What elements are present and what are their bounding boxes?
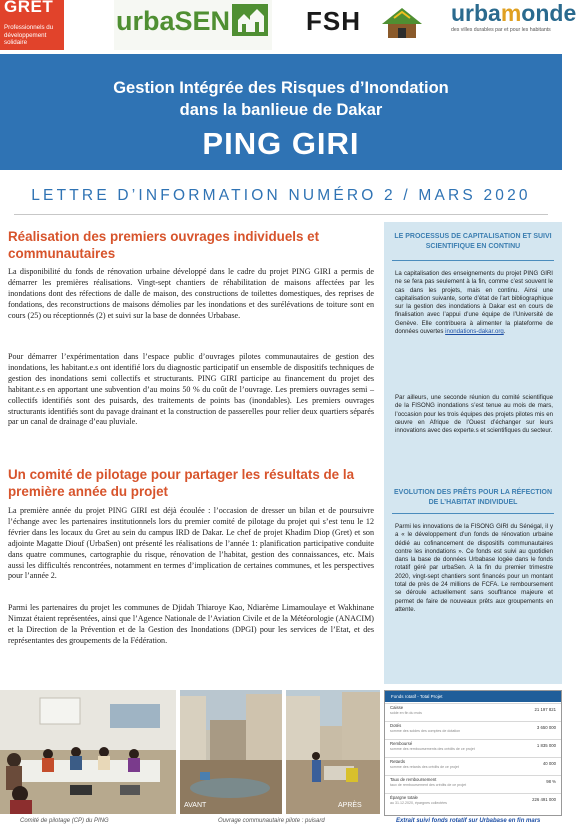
photo-caption: Ouvrage communautaire pilote : puisard	[218, 818, 325, 824]
table-row-label: Caisse	[390, 705, 404, 710]
table-header: Fonds rotatif - Total Projet	[385, 691, 561, 702]
urbamonde-name-part: onde	[521, 0, 576, 26]
table-row-value: 98 %	[546, 779, 556, 784]
project-title: PING GIRI	[202, 126, 360, 161]
table-row-value: 21 197 821	[534, 707, 556, 712]
table-row-sublabel: solde en fin du mois	[390, 711, 422, 715]
table-row-value: 1 835 000	[536, 743, 556, 748]
divider	[392, 260, 554, 261]
table-row	[385, 703, 561, 718]
urbamonde-logo-name	[451, 0, 576, 27]
urbamonde-name-part: m	[500, 0, 522, 26]
table-row	[385, 739, 561, 754]
hut-icon	[380, 4, 424, 40]
photo-caption: Comité de pilotage (CP) du PING	[20, 818, 109, 824]
issue-header	[0, 170, 562, 218]
table-row-label: Épargne totale	[390, 795, 418, 800]
section-paragraph: La disponibilité du fonds de rénovation urbaine développé dans le cadre du projet PING GIRI a permis de démarrer les premières réalisations. Vingt-sept chantiers de réhabilitation de maisons affectées par les inondations dont des réfections de dalle de maison, des constructions de toilettes domestiques, des reprises de fondations, des reconstructions de maisons démolies par les inondations et des surélévations de toiture sont en cours (25) ou réceptionnés (2) et suivi sur la base de données Urbabase.	[8, 267, 374, 320]
table-caption: Extrait suivi fonds rotatif sur Urbabase en fin mars	[396, 818, 541, 824]
after-photo	[286, 690, 380, 814]
table-row-sublabel: somme des remboursements des crédits de ce projet	[390, 747, 475, 751]
gret-logo	[0, 0, 64, 50]
table-row	[385, 793, 561, 808]
urbamonde-name-part: urba	[451, 0, 501, 26]
table-row-label: Taux de remboursement	[390, 777, 437, 782]
sidebar-paragraph-text: .	[503, 328, 506, 336]
banner-subtitle-line: dans la banlieue de Dakar	[179, 101, 383, 119]
table-row	[385, 721, 561, 736]
revolving-fund-table	[384, 690, 562, 816]
table-row-sublabel: taux de remboursement des crédits de ce projet	[390, 783, 467, 787]
urbamonde-logo-tagline: des villes durables par et pour les habitants	[451, 27, 551, 33]
sidebar	[384, 222, 562, 684]
table-row-value: 40 000	[542, 761, 556, 766]
divider	[14, 214, 548, 215]
puisard-before-image	[180, 690, 282, 814]
divider	[392, 513, 554, 514]
title-banner	[0, 54, 562, 170]
table-row	[385, 757, 561, 772]
table-row-sublabel: au 31.12.2020, épargnes collectées	[390, 801, 447, 805]
after-label: APRÈS	[338, 802, 362, 809]
banner-subtitle-line: Gestion Intégrée des Risques d’Inondation	[113, 79, 449, 97]
gret-tagline-line: développement	[4, 31, 47, 39]
fsh-logo	[300, 0, 428, 50]
gret-tagline-line: solidaire	[4, 39, 28, 46]
section-paragraph: La première année du projet PING GIRI est déjà écoulée : l’occasion de dresser un bilan et de poursuivre l’échange avec les partenaires institutionnels lors du premier comité de pilotage du projet qui s’est tenu le 12 février dans les locaux du Gret au sein du campus IRD de Dakar. Le chef de projet Khadim Diop (Gret) et son adjointe Magatte Diouf (UrbaSen) ont présenté les réalisations de l’année 1: planification participative conduite dans quatre communes, cartographie du risque, rénovation de l’habitat, gestion des connaissances, etc. Mais aussi les difficultés rencontrées, notamment en termes d’implication de certaines communes, et les perspectives pour l’année 2.	[8, 506, 374, 581]
sidebar-paragraph	[395, 270, 553, 336]
before-label: AVANT	[184, 802, 207, 809]
issue-label: LETTRE D’INFORMATION NUMÉRO 2 / MARS 2020	[31, 187, 531, 204]
meeting-room-image	[0, 690, 176, 814]
sidebar-box-title: LE PROCESSUS DE CAPITALISATION ET SUIVI SCIENTIFIQUE EN CONTINU	[394, 233, 552, 250]
table-row-value: 3 650 000	[536, 725, 556, 730]
sidebar-paragraph: Par ailleurs, une seconde réunion du comité scientifique de la FISONG inondations s’est tenue au mois de mars, l’occasion pour les trois équipes des projets pilotes mis en œuvre en Afrique de l’Ouest d’échanger sur leurs innovations avec des experte.s et scientifiques du secteur.	[395, 394, 553, 435]
urbasen-logo	[114, 0, 272, 50]
before-photo	[180, 690, 282, 814]
partner-logo-bar	[0, 0, 576, 54]
gret-logo-tagline	[4, 24, 53, 47]
urbamonde-logo	[449, 0, 576, 50]
urbasen-logo-name: urbaSEN	[116, 6, 231, 36]
steering-committee-photo	[0, 690, 176, 814]
section-title: Un comité de pilotage pour partager les résultats de la première année du projet	[8, 467, 355, 499]
sidebar-paragraph-text: La capitalisation des enseignements du projet PING GIRI ne se fera pas seulement à la fin, comme c’est souvent le cas dans les projets, mais en continu. Ainsi une capitalisation suivante, sorte d’état de l’art bibliographique sur la gestion des inondations à Dakar est en cours de finalisation avec l’appui d’une équipe de l’Université de Genève. Elle contribuera à alimenter la plateforme de données ouvertes	[395, 270, 553, 336]
gret-tagline-line: Professionnels du	[4, 24, 54, 31]
table-row-sublabel: somme des soldes des comptes de dotation	[390, 729, 461, 733]
houses-icon	[230, 2, 270, 38]
puisard-after-image	[286, 690, 380, 814]
table-row-value: 226 491 000	[532, 797, 556, 802]
data-platform-link[interactable]: inondations-dakar.org	[445, 328, 504, 336]
table-row-label: Remboursé	[390, 741, 413, 746]
sidebar-box-title: EVOLUTION DES PRÊTS POUR LA RÉFECTION DE L’HABITAT INDIVIDUEL	[393, 489, 553, 506]
fsh-logo-name: FSH	[306, 6, 361, 36]
gret-logo-name: GRET	[4, 0, 54, 16]
section-paragraph: Pour démarrer l’expérimentation dans l’espace public d’ouvrages pilotes communautaires de gestion des inondations, les habitant.e.s ont identifié lors du diagnostic participatif un ensemble de dispositifs techniques de gestion des inondations semi collectifs et structurants. PING GIRI participe au financement du projet des habitant.e.s en apportant une subvention d’au moins 50 % du coût de l’ouvrage. Les premiers ouvrages semi – collectifs identifiés sont des puisards, des traitements de points bas (inondables). Les premiers ouvrages structurants identifiés sont du pavage drainant et la construction de passerelles pour relier deux quartiers séparés par un canal de drainage d’eau pluviale.	[8, 352, 374, 427]
sidebar-paragraph: Parmi les innovations de la FISONG GIRI du Sénégal, il y a « le développement d’un fonds de rénovation urbaine dédié au cofinancement de dispositifs communautaires contre les inondations ». Ce fonds est suivi au quotidien dans la base de données Urbabase logée dans le fonds rotatif géré par urbaSen. A la fin du premier trimestre 2020, vingt-sept chantiers sont financés pour un montant total de près de 24 millions de FCFA. Le remboursement se déroule actuellement sans souffrance majeure et permet de faire de nouveaux prêts aux groupements en attente.	[395, 523, 553, 613]
table-row	[385, 775, 561, 790]
table-row-sublabel: somme des retards des crédits de ce projet	[390, 765, 459, 769]
table-row-label: Dotés	[390, 723, 402, 728]
section-paragraph: Parmi les partenaires du projet les communes de Djidah Thiaroye Kao, Ndiarème Limamoulaye et Wakhinane Nimzat étaient représentées, ainsi que l’Agence Nationale de l’Aviation Civile et de la Météorologie (ANACIM) et la Direction de la Prévention et de la Gestion des Inondations (DPGI) pour les services de l’Etat, et des représentantes des groupements de la Fédération.	[8, 603, 374, 645]
table-row-label: Retards	[390, 759, 406, 764]
section-title: Réalisation des premiers ouvrages individuels et communautaires	[8, 229, 320, 261]
